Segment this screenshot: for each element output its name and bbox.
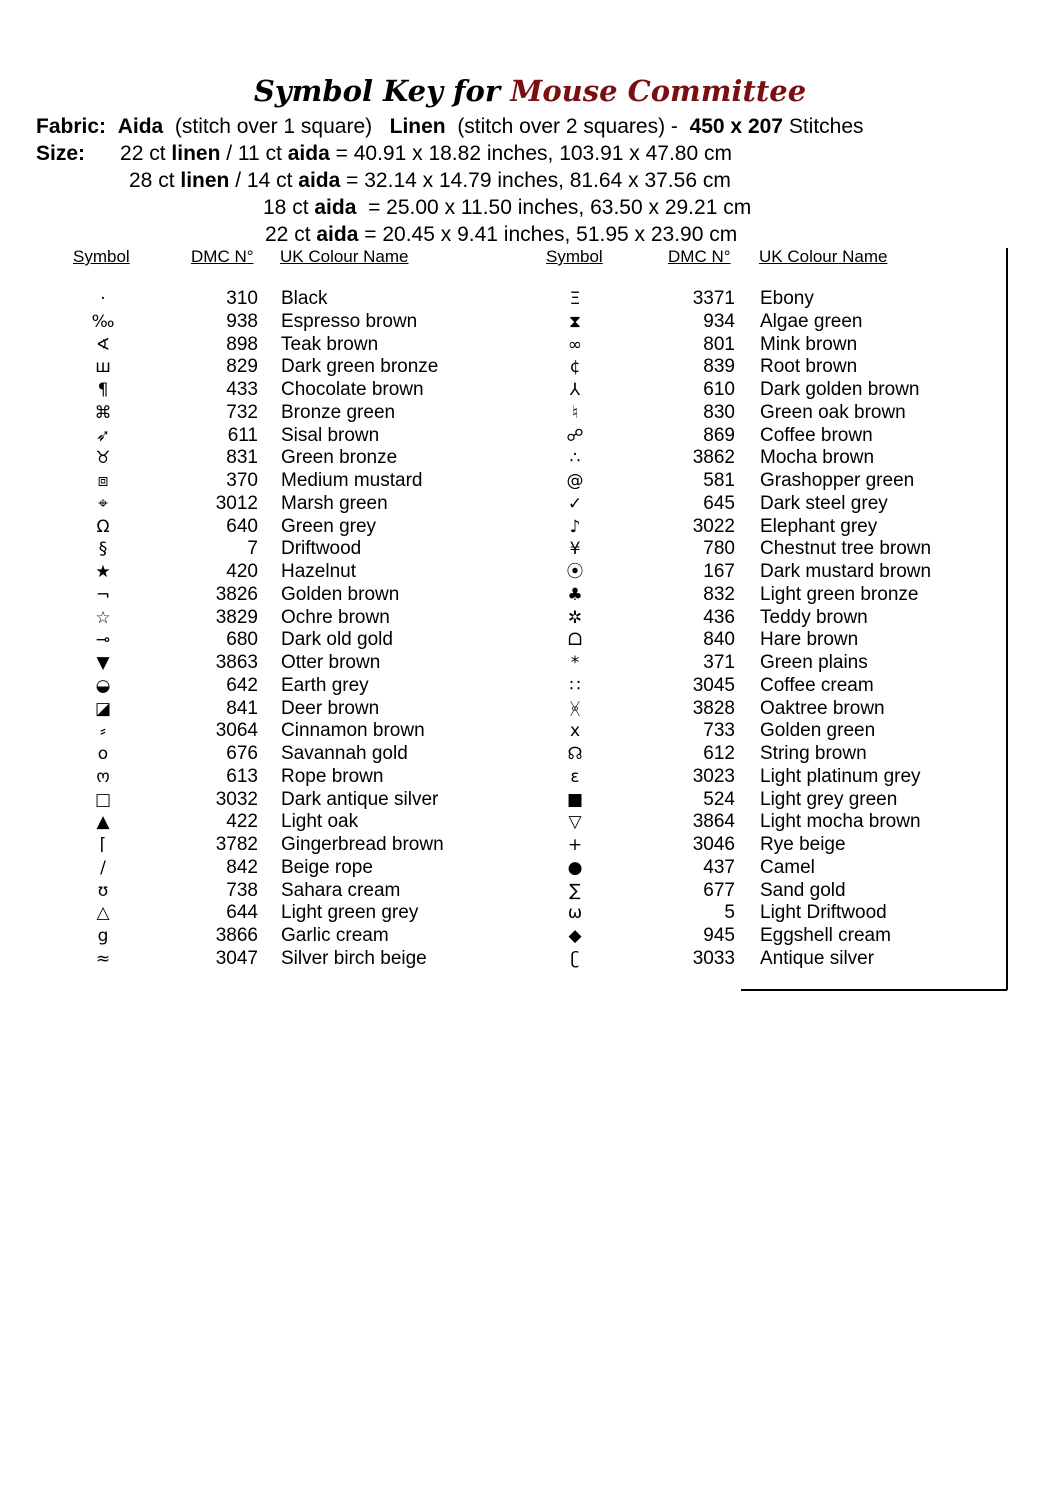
dmc-number: 3829	[215, 606, 258, 628]
dmc-number: 7	[247, 538, 258, 560]
symbol-glyph: ◪	[94, 698, 112, 719]
dmc-number: 3023	[692, 765, 735, 787]
colour-name: Chocolate brown	[281, 379, 424, 400]
dmc-number: 3064	[215, 720, 258, 742]
dmc-number: 3032	[215, 788, 258, 810]
pattern-name: Mouse Committee	[510, 74, 807, 108]
colour-name: Golden green	[760, 720, 876, 742]
title-prefix: Symbol Key for	[253, 74, 501, 108]
header-symbol-left: Symbol	[73, 247, 130, 266]
symbol-glyph: ☊	[567, 744, 583, 764]
colour-name: Hazelnut	[281, 561, 356, 582]
size-line-3: 18 ct aida = 25.00 x 11.50 inches, 63.50 x 29.21 cm	[263, 196, 752, 219]
dmc-number: 581	[703, 470, 735, 491]
size-line-4: 22 ct aida = 20.45 x 9.41 inches, 51.95 x 23.90 cm	[265, 223, 738, 246]
dmc-number: 733	[703, 720, 735, 742]
colour-name: Bronze green	[281, 401, 396, 423]
colour-name: Oaktree brown	[760, 697, 885, 719]
dmc-number: 3022	[692, 515, 735, 537]
symbol-glyph: @	[566, 471, 584, 491]
dmc-number: 610	[703, 379, 735, 400]
header-name-right: UK Colour Name	[759, 247, 888, 266]
dmc-number: 832	[703, 583, 735, 605]
dmc-number: 422	[226, 811, 258, 833]
symbol-glyph: ε	[570, 766, 580, 787]
dmc-number: 167	[703, 561, 735, 582]
dmc-number: 3033	[692, 947, 735, 969]
symbol-glyph: ♣	[567, 584, 583, 605]
symbol-glyph: ✲	[567, 607, 583, 628]
colour-name: Teddy brown	[760, 606, 868, 628]
dmc-number: 370	[226, 470, 258, 491]
header-dmc-left: DMC N°	[191, 247, 254, 266]
dmc-number: 3045	[692, 674, 735, 696]
symbol-glyph: ∞	[567, 334, 583, 355]
colour-name: Light platinum grey	[760, 765, 921, 787]
symbol-glyph: ⌘	[94, 402, 112, 423]
symbol-glyph: ∷	[569, 675, 581, 696]
symbol-glyph: ⧗	[569, 311, 581, 332]
symbol-glyph: ⌖	[98, 493, 108, 514]
dmc-number: 420	[226, 561, 258, 582]
dmc-number: 3828	[692, 697, 735, 719]
symbol-glyph: ⅄	[569, 380, 581, 400]
symbol-glyph: Ω	[96, 516, 110, 537]
symbol-glyph: ◆	[568, 926, 582, 946]
symbol-glyph: ♪	[569, 516, 581, 537]
colour-name: Light Driftwood	[760, 902, 887, 924]
dmc-number: 371	[703, 652, 735, 673]
colour-name: Antique silver	[760, 947, 875, 969]
symbol-glyph: ·	[100, 289, 106, 309]
dmc-number: 676	[226, 743, 258, 764]
colour-name: Garlic cream	[281, 925, 389, 946]
colour-name: Root brown	[760, 356, 858, 378]
colour-name: Algae green	[760, 310, 863, 332]
colour-name: Hare brown	[760, 629, 859, 651]
colour-name: Teak brown	[281, 333, 379, 355]
fabric-line: Fabric: Aida (stitch over 1 square) Linen (stitch over 2 squares) - 450 x 207 Stitches	[36, 115, 864, 138]
symbol-glyph: ☆	[95, 607, 111, 628]
dmc-number: 640	[226, 515, 258, 537]
dmc-number: 644	[226, 902, 258, 924]
colour-name: Camel	[760, 856, 815, 878]
dmc-number: 3047	[215, 947, 258, 969]
colour-name: Rope brown	[281, 765, 384, 787]
symbol-glyph: ☍	[566, 425, 584, 446]
colour-name: Deer brown	[281, 697, 380, 719]
dmc-number: 898	[226, 333, 258, 355]
symbol-glyph: ♮	[571, 402, 579, 423]
dmc-number: 642	[226, 674, 258, 696]
symbol-glyph: ●	[567, 857, 583, 878]
symbol-glyph: ʗ	[570, 948, 580, 969]
dmc-number: 801	[703, 333, 735, 355]
dmc-number: 3864	[692, 811, 735, 833]
symbol-glyph: ш	[95, 357, 111, 378]
colour-name: Coffee cream	[760, 674, 874, 696]
dmc-number: 842	[226, 856, 258, 878]
symbol-glyph: ო	[96, 766, 110, 787]
colour-name: Ebony	[760, 288, 814, 309]
symbol-glyph: □	[94, 789, 112, 810]
dmc-number: 831	[226, 447, 258, 469]
colour-name: Medium mustard	[281, 470, 423, 491]
dmc-number: 437	[703, 856, 735, 878]
symbol-glyph: ▽	[568, 812, 582, 833]
dmc-number: 645	[703, 492, 735, 514]
colour-name: Rye beige	[760, 834, 846, 855]
dmc-number: 780	[703, 538, 735, 560]
colour-name: Light mocha brown	[760, 811, 921, 833]
dmc-number: 829	[226, 356, 258, 378]
dmc-number: 840	[703, 629, 735, 651]
symbol-glyph: ▲	[96, 812, 110, 833]
symbol-glyph: /	[100, 857, 106, 878]
header-name-left: UK Colour Name	[280, 247, 409, 266]
page-title	[0, 74, 1060, 108]
dmc-number: 945	[703, 925, 735, 946]
colour-name: Light green grey	[281, 902, 419, 924]
colour-name: Beige rope	[281, 856, 373, 878]
symbol-glyph: ★	[95, 562, 111, 582]
symbol-glyph: ᚸ	[569, 698, 581, 719]
dmc-number: 3826	[215, 583, 258, 605]
colour-name: Silver birch beige	[281, 947, 427, 969]
colour-name: Sahara cream	[281, 879, 401, 901]
colour-name: Sisal brown	[281, 424, 380, 446]
table-border-bottom	[741, 989, 1007, 991]
colour-name: Dark mustard brown	[760, 561, 932, 582]
dmc-number: 934	[703, 310, 735, 332]
colour-name: Cinnamon brown	[281, 720, 425, 742]
colour-name: Sand gold	[760, 879, 846, 901]
dmc-number: 3866	[215, 925, 258, 946]
symbol-glyph: ▼	[96, 653, 110, 673]
dmc-number: 677	[703, 879, 735, 901]
colour-name: Espresso brown	[281, 310, 418, 332]
colour-name: Coffee brown	[760, 424, 873, 446]
colour-name: Mocha brown	[760, 447, 875, 469]
symbol-glyph: ⦿	[566, 562, 584, 582]
symbol-glyph: *	[570, 653, 580, 673]
symbol-glyph: §	[98, 539, 108, 560]
header-dmc-right: DMC N°	[668, 247, 731, 266]
symbol-glyph: ¢	[569, 357, 581, 378]
symbol-glyph: g	[97, 926, 109, 946]
symbol-glyph: ∴	[569, 448, 581, 469]
colour-name: Marsh green	[281, 492, 388, 514]
colour-name: Earth grey	[281, 674, 369, 696]
dmc-number: 612	[703, 743, 735, 764]
dmc-number: 3863	[215, 652, 258, 673]
colour-name: Dark green bronze	[281, 356, 439, 378]
colour-name: Mink brown	[760, 333, 858, 355]
size-line-2: 28 ct linen / 14 ct aida = 32.14 x 14.79 inches, 81.64 x 37.56 cm	[129, 169, 731, 192]
header-symbol-right: Symbol	[546, 247, 603, 266]
symbol-glyph: ¶	[97, 380, 109, 400]
symbol-glyph: ∢	[95, 334, 111, 355]
dmc-number: 3371	[692, 288, 735, 309]
dmc-number: 436	[703, 606, 735, 628]
colour-name: Chestnut tree brown	[760, 538, 932, 560]
colour-name: Light green bronze	[760, 583, 919, 605]
table-border-right	[1006, 248, 1008, 990]
dmc-number: 732	[226, 401, 258, 423]
symbol-glyph: o	[97, 744, 109, 764]
dmc-number: 839	[703, 356, 735, 378]
symbol-glyph: ◒	[95, 675, 111, 696]
symbol-glyph: ⊸	[95, 630, 111, 651]
colour-name: Driftwood	[281, 538, 362, 560]
dmc-number: 869	[703, 424, 735, 446]
symbol-glyph: ∑	[569, 880, 581, 901]
symbol-glyph: ⧈	[97, 471, 109, 491]
colour-name: Black	[281, 288, 328, 309]
colour-name: Light oak	[281, 811, 359, 833]
dmc-number: 3782	[215, 834, 258, 855]
symbol-glyph: Ξ	[569, 289, 581, 309]
colour-name: Green oak brown	[760, 401, 906, 423]
colour-name: Grashopper green	[760, 470, 915, 491]
symbol-glyph: +	[567, 835, 583, 855]
colour-name: Savannah gold	[281, 743, 408, 764]
colour-name: Green grey	[281, 515, 377, 537]
colour-name: String brown	[760, 743, 867, 764]
colour-name: Gingerbread brown	[281, 834, 444, 855]
colour-name: Ochre brown	[281, 606, 390, 628]
symbol-glyph: ‰	[91, 311, 115, 332]
symbol-glyph: △	[96, 903, 110, 924]
colour-name: Dark golden brown	[760, 379, 920, 400]
symbol-glyph: ʊ	[97, 880, 109, 901]
symbol-glyph: ⸗	[100, 721, 106, 742]
dmc-number: 938	[226, 310, 258, 332]
colour-name: Green bronze	[281, 447, 398, 469]
dmc-number: 841	[226, 697, 258, 719]
dmc-number: 611	[227, 424, 258, 446]
symbol-glyph: ¥	[569, 539, 581, 560]
colour-name: Dark old gold	[281, 629, 393, 651]
symbol-glyph: ¬	[95, 584, 111, 605]
dmc-number: 830	[703, 401, 735, 423]
symbol-glyph: x	[569, 721, 581, 742]
symbol-glyph: ■	[566, 789, 584, 810]
dmc-number: 3012	[215, 492, 258, 514]
dmc-number: 524	[703, 788, 735, 810]
colour-name: Elephant grey	[760, 515, 878, 537]
dmc-number: 613	[226, 765, 258, 787]
dmc-number: 680	[226, 629, 258, 651]
symbol-glyph: ⌈	[99, 835, 107, 855]
symbol-glyph: ≈	[95, 948, 111, 969]
symbol-glyph: ➶	[95, 425, 111, 446]
colour-name: Dark steel grey	[760, 492, 888, 514]
dmc-number: 3046	[692, 834, 735, 855]
dmc-number: 310	[226, 288, 258, 309]
colour-name: Golden brown	[281, 583, 400, 605]
size-line-1: Size: 22 ct linen / 11 ct aida = 40.91 x 18.82 inches, 103.91 x 47.80 cm	[36, 142, 732, 165]
colour-name: Green plains	[760, 652, 868, 673]
symbol-glyph: ᗝ	[567, 630, 583, 651]
symbol-glyph: ω	[567, 903, 583, 924]
dmc-number: 433	[226, 379, 258, 400]
symbol-glyph: ✓	[567, 493, 583, 514]
colour-name: Light grey green	[760, 788, 898, 810]
dmc-number: 3862	[692, 447, 735, 469]
colour-name: Otter brown	[281, 652, 381, 673]
colour-name: Eggshell cream	[760, 925, 891, 946]
dmc-number: 5	[724, 902, 735, 924]
dmc-number: 738	[226, 879, 258, 901]
symbol-glyph: ♉	[95, 448, 111, 469]
colour-name: Dark antique silver	[281, 788, 439, 810]
